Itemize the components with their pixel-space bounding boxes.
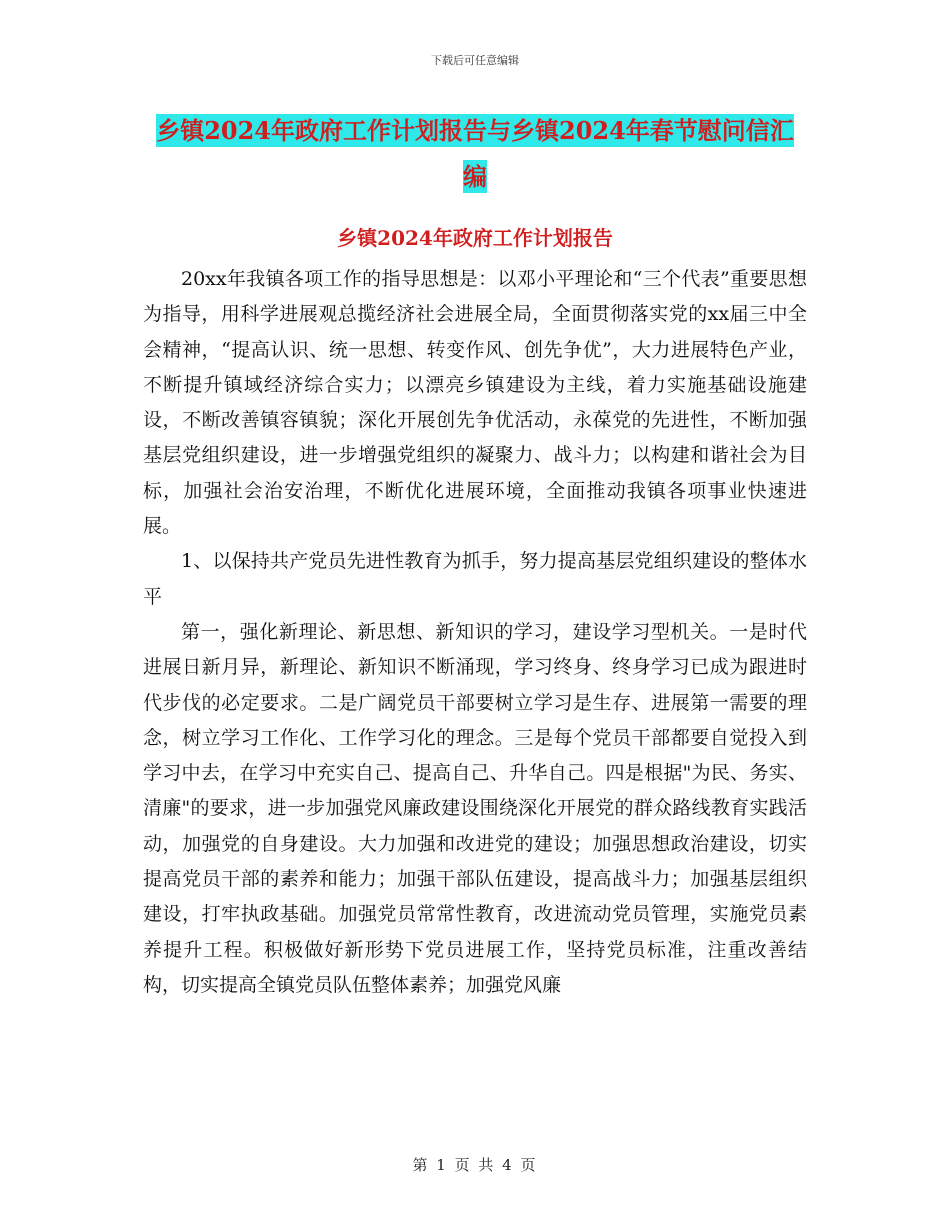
document-title [150,108,800,200]
section-title: 乡镇2024年政府工作计划报告 [337,226,613,250]
body-paragraph: 第一，强化新理论、新思想、新知识的学习，建设学习型机关。一是时代进展日新月异，新理论、新知识不断涌现，学习终身、终身学习已成为跟进时代步伐的必定要求。二是广阔党员干部要树立学习是生存、进展第一需要的理念，树立学习工作化、工作学习化的理念。三是每个党员干部都要自觉投入到学习中去，在学习中充实自己、提高自己、升华自己。四是根据"为民、务实、清廉"的要求，进一步加强党风廉政建设围绕深化开展党的群众路线教育实践活动，加强党的自身建设。大力加强和改进党的建设；加强思想政治建设，切实提高党员干部的素养和能力；加强干部队伍建设，提高战斗力；加强基层组织建设，打牢执政基础。加强党员常常性教育，改进流动党员管理，实施党员素养提升工程。积极做好新形势下党员进展工作，坚持党员标准，注重改善结构，切实提高全镇党员队伍整体素养；加强党风廉 [143,620,807,996]
page-number: 第 1 页 共 4 页 [412,1156,538,1174]
page-header-note: 下载后可任意编辑 [431,54,519,67]
body-paragraph: 20xx年我镇各项工作的指导思想是：以邓小平理论和“三个代表”重要思想为指导，用科学进展观总揽经济社会进展全局，全面贯彻落实党的xx届三中全会精神，“提高认识、统一思想、转变作风、创先争优”，大力进展特色产业，不断提升镇域经济综合实力；以漂亮乡镇建设为主线，着力实施基础设施建设，不断改善镇容镇貌；深化开展创先争优活动，永葆党的先进性，不断加强基层党组织建设，进一步增强党组织的凝聚力、战斗力；以构建和谐社会为目标，加强社会治安治理，不断优化进展环境，全面推动我镇各项事业快速进展。 [143,268,807,538]
document-title-text: 乡镇2024年政府工作计划报告与乡镇2024年春节慰问信汇编 [156,116,794,191]
body-paragraph: 1、以保持共产党员先进性教育为抓手，努力提高基层党组织建设的整体水平 [143,550,807,608]
document-body [143,262,807,1003]
